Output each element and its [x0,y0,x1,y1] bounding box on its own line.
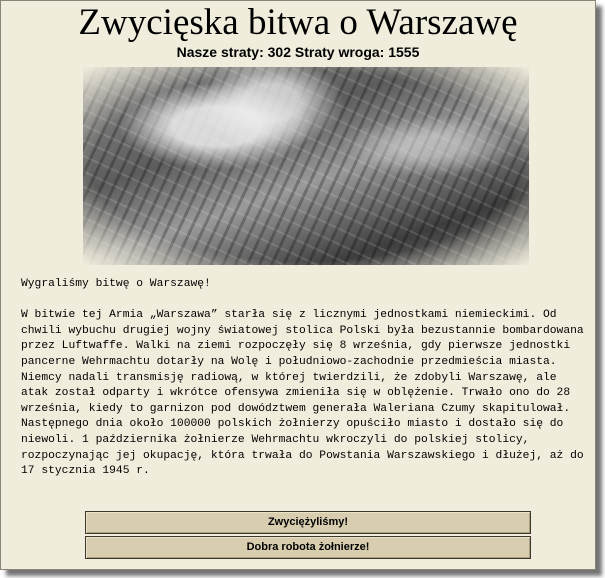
victory-button[interactable]: Zwyciężyliśmy! [85,511,531,534]
dialog-text [21,277,587,480]
dialog-title: Zwycięska bitwa o Warszawę [78,2,518,43]
good-job-button[interactable]: Dobra robota żołnierze! [85,536,531,559]
battle-photo [83,67,529,265]
casualties-summary: Nasze straty: 302 Straty wroga: 1555 [176,44,420,60]
victory-lead-text: Wygraliśmy bitwę o Warszawę! [21,278,211,290]
history-body-text: W bitwie tej Armia „Warszawa” starła się z licznymi jednostkami niemieckimi. Od chwili wybuchu drugiej wojny światowej stolica Polski była bezustannie bombardowana przez Luftwaffe. Walki na ziemi rozpoczęły się 8 września, gdy pierwsze jednostki pancerne Wehrmachtu dotarły na Wolę i południowo-zachodnie przedmieścia miasta. Niemcy nadali transmisję radiową, w której twierdzili, że zdobyli Warszawę, ale atak został odparty i wkrótce ofensywa zmieniła się w oblężenie. Trwało ono do 28 września, kiedy to garnizon pod dowództwem generała Waleriana Czumy skapitulował. Następnego dnia około 100000 polskich żołnierzy opuściło miasto i dostało się do niewoli. 1 października żołnierze Wehrmachtu wkroczyli do polskiej stolicy, rozpoczynając jej okupację, która trwała do Powstania Warszawskiego i dłużej, aż do 17 stycznia 1945 r. [21,309,584,478]
